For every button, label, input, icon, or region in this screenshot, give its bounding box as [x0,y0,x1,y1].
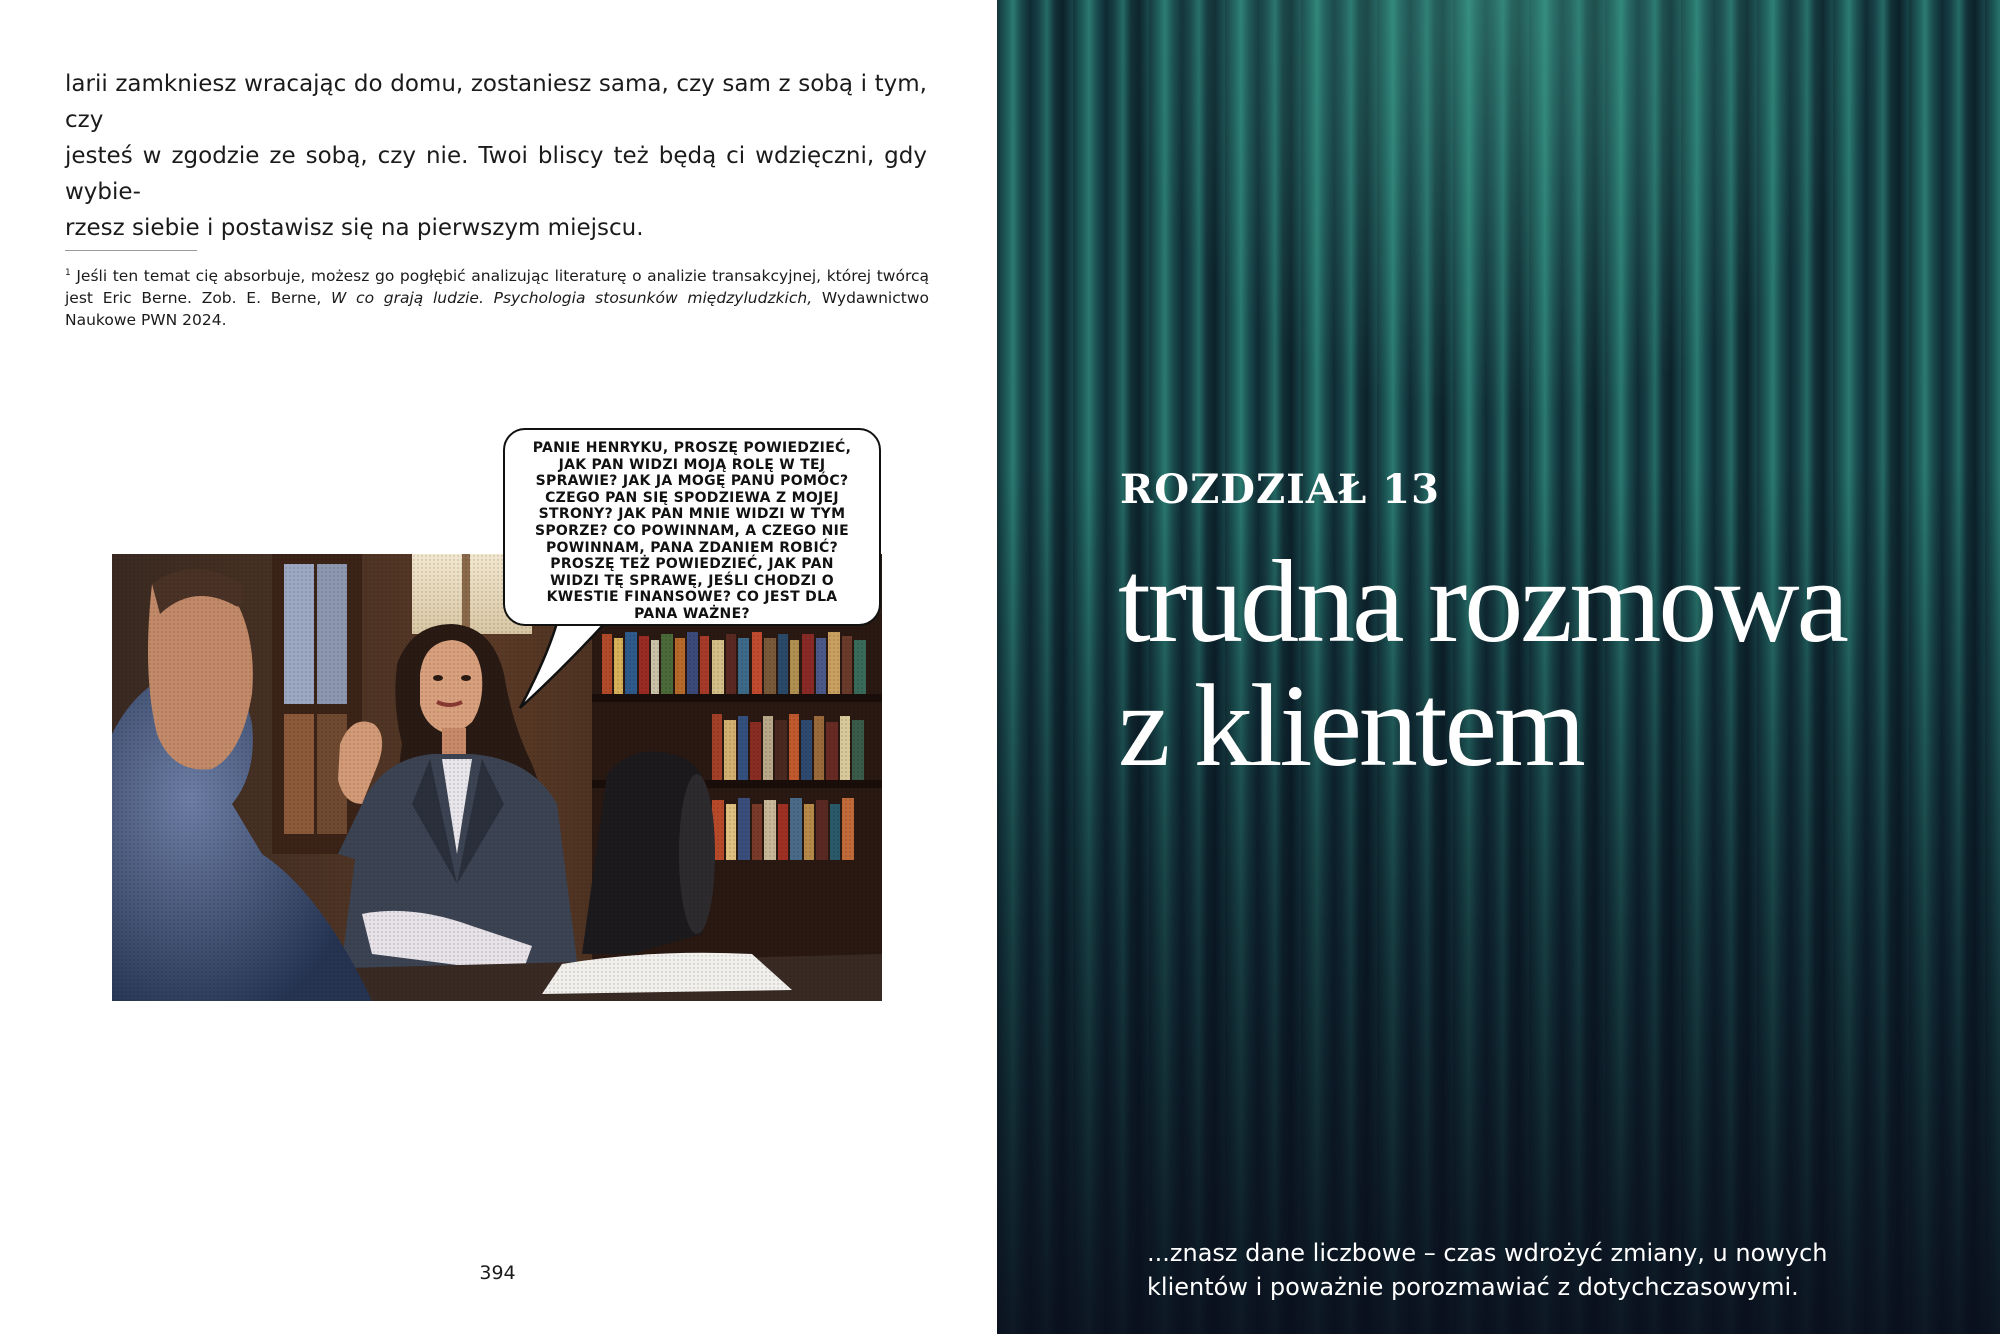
page-number: 394 [479,1262,516,1284]
chapter-teaser [1147,1236,1907,1304]
footnote-text: Jeśli ten temat cię absorbuje, możesz go pogłębić analizując literaturę o analizie transakcyjnej, której twórcą jest Eric Berne. Zob. E. Berne, [65,267,929,307]
footnote-divider [65,250,197,251]
bubble-line: WIDZI TĘ SPRAWĘ, JEŚLI CHODZI O [550,572,834,589]
bubble-line: CZEGO PAN SIĘ SPODZIEWA Z MOJEJ [545,489,839,506]
teaser-line: ...znasz dane liczbowe – czas wdrożyć zmiany, u nowych [1147,1239,1828,1267]
teaser-line: klientów i poważnie porozmawiać z dotychczasowymi. [1147,1273,1799,1301]
bubble-line: JAK PAN WIDZI MOJĄ ROLĘ W TEJ [558,456,826,473]
footnote-book-title: W co grają ludzie. Psychologia stosunków międzyludzkich, [331,289,813,307]
bubble-line: SPRAWIE? JAK JA MOGĘ PANU POMÓC? [535,473,849,490]
footnote [65,262,929,331]
chapter-title-line: z klientem [1118,660,1583,791]
bubble-line: POWINNAM, PANA ZDANIEM ROBIĆ? [545,539,838,556]
speech-bubble-tail [520,612,640,712]
footnote-marker: 1 [65,268,71,278]
chapter-label: ROZDZIAŁ 13 [1120,466,1440,513]
bubble-line: PANIE HENRYKU, PROSZĘ POWIEDZIEĆ, [532,440,852,456]
bubble-line: PROSZĘ TEŻ POWIEDZIEĆ, JAK PAN [550,556,834,573]
bubble-line: STRONY? JAK PAN MNIE WIDZI W TYM [538,506,846,523]
bubble-line: SPORZE? CO POWINNAM, A CZEGO NIE [534,522,850,539]
body-line: jesteś w zgodzie ze sobą, czy nie. Twoi bliscy też będą ci wdzięczni, gdy wybie- [65,143,927,205]
speech-bubble [503,428,881,626]
body-line: larii zamkniesz wracając do domu, zostaniesz sama, czy sam z sobą i tym, czy [65,71,927,133]
body-paragraph [65,66,927,246]
left-page [0,0,997,1334]
footnote-publisher: Wydawnictwo Naukowe PWN 2024. [65,289,929,329]
right-page-chapter-opener [997,0,2000,1334]
bubble-line: PANA WAŻNE? [634,605,750,622]
bubble-line: KWESTIE FINANSOWE? CO JEST DLA [546,589,838,606]
body-line: rzesz siebie i postawisz się na pierwszym miejscu. [65,215,644,241]
chapter-title [1118,536,1978,791]
chapter-title-line: trudna rozmowa [1118,536,1846,667]
